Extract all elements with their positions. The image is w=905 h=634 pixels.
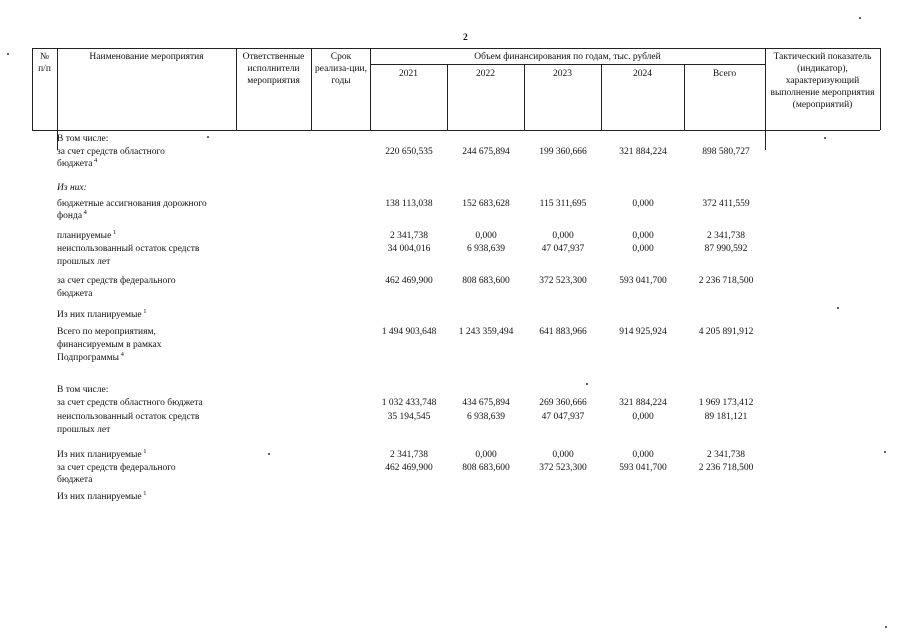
row-value: 898 580,727	[702, 147, 750, 157]
header-name: Наименование мероприятия	[89, 52, 204, 62]
row-label: неиспользованный остаток средств	[57, 412, 200, 422]
header-year-2024: 2024	[633, 69, 652, 79]
row-value: 138 113,038	[385, 199, 433, 209]
row-value: 1 494 903,648	[381, 327, 437, 337]
row-value: 372 523,300	[539, 276, 587, 286]
row-value: 0,000	[632, 412, 654, 422]
row-value: 269 360,666	[539, 398, 587, 408]
row-value: 808 683,600	[462, 463, 510, 473]
row-label: бюджета $^4$	[57, 156, 98, 169]
row-value: 914 925,924	[619, 327, 667, 337]
footnote-ref: 4	[92, 156, 98, 164]
row-label: бюджета	[57, 475, 93, 485]
row-value: 4 205 891,912	[698, 327, 754, 337]
row-value: 35 194,545	[387, 412, 431, 422]
row-value: 0,000	[632, 244, 654, 254]
header-term: Срок реализа-ции, годы	[315, 52, 367, 86]
row-label: Из них планируемые $^1$	[57, 447, 147, 460]
row-value: 593 041,700	[619, 276, 667, 286]
row-value: 2 341,738	[390, 450, 428, 460]
row-value: 152 683,628	[462, 199, 510, 209]
row-label: Из них планируемые $^1$	[57, 489, 147, 502]
footnote-ref: 1	[141, 489, 147, 497]
row-label: прошлых лет	[57, 425, 111, 435]
row-value: 372 411,559	[702, 199, 750, 209]
row-value: 321 884,224	[619, 398, 667, 408]
row-label: В том числе:	[57, 134, 109, 144]
row-value: 434 675,894	[462, 398, 510, 408]
row-value: 0,000	[475, 231, 497, 241]
row-label: фонда $^4$	[57, 208, 87, 221]
row-value: 2 236 718,500	[698, 463, 754, 473]
header-indicator: Тактический показатель (индикатор), характеризующий выполнение мероприятия (мероприятий)	[770, 52, 875, 110]
row-value: 0,000	[632, 450, 654, 460]
footnote-ref: 4	[82, 208, 87, 216]
row-value: 2 341,738	[707, 450, 745, 460]
row-value: 89 181,121	[704, 412, 748, 422]
row-label: бюджета	[57, 289, 93, 299]
row-label: прошлых лет	[57, 257, 111, 267]
row-value: 244 675,894	[462, 147, 510, 157]
row-label: неиспользованный остаток средств	[57, 244, 200, 254]
row-value: 462 469,900	[385, 463, 433, 473]
row-label: В том числе:	[57, 385, 109, 395]
row-value: 1 032 433,748	[381, 398, 437, 408]
row-value: 372 523,300	[539, 463, 587, 473]
row-value: 641 883,966	[539, 327, 587, 337]
row-value: 34 004,016	[387, 244, 431, 254]
row-value: 115 311,695	[539, 199, 587, 209]
row-value: 0,000	[632, 199, 654, 209]
row-label: за счет средств областного	[57, 147, 165, 157]
row-label: за счет средств областного бюджета	[57, 398, 203, 408]
row-value: 6 938,639	[467, 244, 505, 254]
row-value: 87 990,592	[704, 244, 748, 254]
row-value: 6 938,639	[467, 412, 505, 422]
row-label: Из них:	[57, 183, 87, 193]
row-label: планируемые $^1$	[57, 228, 117, 241]
page-number: 2	[463, 33, 468, 43]
footnote-ref: 4	[119, 350, 124, 358]
header-year-2023: 2023	[553, 69, 572, 79]
row-value: 47 047,937	[541, 412, 585, 422]
footnote-ref: 1	[111, 228, 117, 236]
row-value: 199 360,666	[539, 147, 587, 157]
row-label: Из них планируемые $^1$	[57, 307, 147, 320]
row-value: 2 341,738	[707, 231, 745, 241]
header-num: № п/п	[38, 52, 51, 74]
row-value: 2 341,738	[390, 231, 428, 241]
row-value: 1 243 359,494	[458, 327, 514, 337]
row-value: 0,000	[475, 450, 497, 460]
row-label: Подпрограммы $^4$	[57, 350, 124, 363]
header-year-2022: 2022	[476, 69, 495, 79]
footnote-ref: 1	[141, 447, 147, 455]
row-value: 0,000	[552, 231, 574, 241]
row-value: 220 650,535	[385, 147, 433, 157]
header-funding: Объем финансирования по годам, тыс. рублей	[474, 52, 661, 62]
footnote-ref: 1	[141, 307, 147, 315]
row-value: 47 047,937	[541, 244, 585, 254]
header-total: Всего	[712, 69, 737, 79]
row-value: 0,000	[552, 450, 574, 460]
header-year-2021: 2021	[399, 69, 418, 79]
row-label: финансируемым в рамках	[57, 340, 162, 350]
row-value: 808 683,600	[462, 276, 510, 286]
header-responsible: Ответственные исполнители мероприятия	[242, 52, 305, 86]
row-value: 462 469,900	[385, 276, 433, 286]
row-value: 593 041,700	[619, 463, 667, 473]
row-label: за счет средств федерального	[57, 463, 176, 473]
row-value: 0,000	[632, 231, 654, 241]
row-value: 321 884,224	[619, 147, 667, 157]
row-value: 2 236 718,500	[698, 276, 754, 286]
row-label: Всего по мероприятиям,	[57, 327, 156, 337]
row-label: бюджетные ассигнования дорожного	[57, 199, 207, 209]
row-value: 1 969 173,412	[698, 398, 754, 408]
row-label: за счет средств федерального	[57, 276, 176, 286]
